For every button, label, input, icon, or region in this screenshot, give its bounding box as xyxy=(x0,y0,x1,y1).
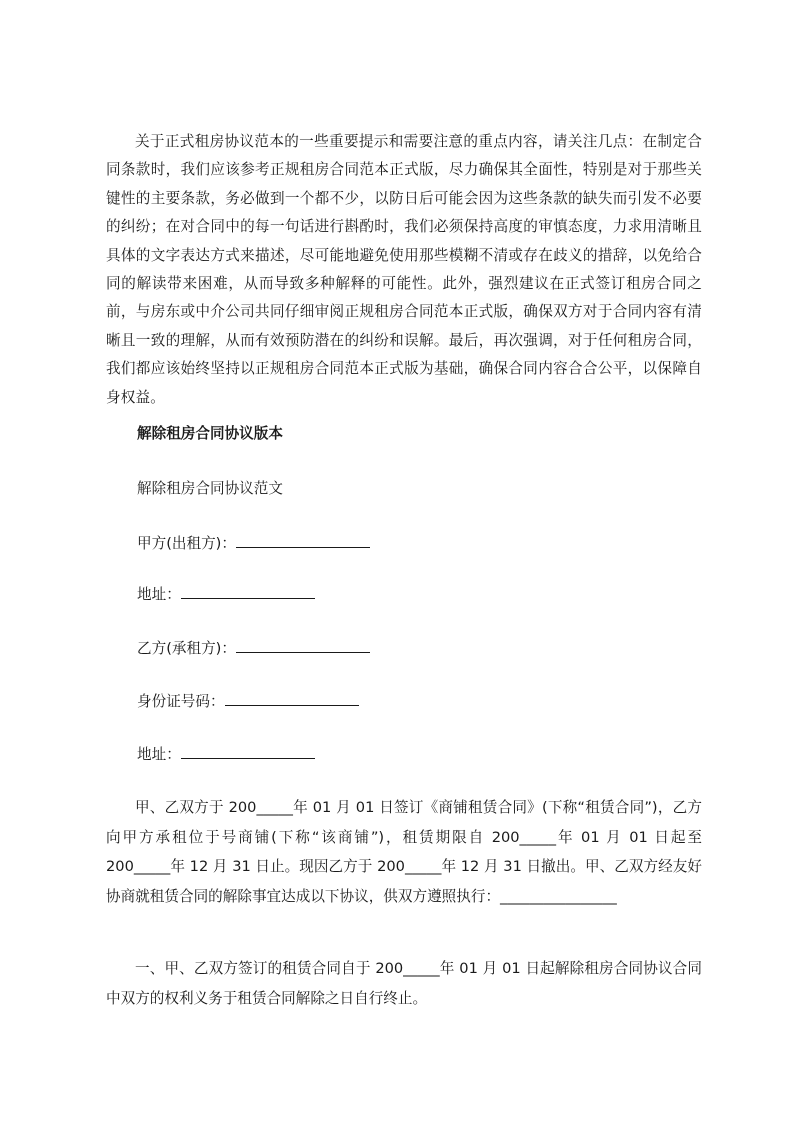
party-b-address-field xyxy=(137,744,315,765)
id-number-field xyxy=(137,691,359,712)
party-b-blank xyxy=(236,638,370,653)
party-a-blank xyxy=(236,533,370,548)
id-number-blank xyxy=(225,691,359,706)
body-paragraph-1: 甲、乙双方于 200_____年 01 月 01 日签订《商铺租赁合同》(下称“租赁合同”)，乙方向甲方承租位于号商铺(下称“该商铺”)，租赁期限自 200_____年 01 月 01 日起至 200_____年 12 月 31 日止。现因乙方于 200_____年 12 月 31 日撤出。甲、乙双方经友好协商就租赁合同的解除事宜达成以下协议，供双方遵照执行：________________ xyxy=(106,799,702,905)
party-a-label: 甲方(出租方)： xyxy=(137,535,236,552)
intro-paragraph: 关于正式租房协议范本的一些重要提示和需要注意的重点内容，请关注几点：在制定合同条款时，我们应该参考正规租房合同范本正式版，尽力确保其全面性，特别是对于那些关键性的主要条款，务必做到一个都不少，以防日后可能会因为这些条款的缺失而引发不必要的纠纷；在对合同中的每一句话进行斟酌时，我们必须保持高度的审慎态度，力求用清晰且具体的文字表达方式来描述，尽可能地避免使用那些模糊不清或存在歧义的措辞，以免给合同的解读带来困难，从而导致多种解释的可能性。此外，强烈建议在正式签订租房合同之前，与房东或中介公司共同仔细审阅正规租房合同范本正式版，确保双方对于合同内容有清晰且一致的理解，从而有效预防潜在的纠纷和误解。最后，再次强调，对于任何租房合同，我们都应该始终坚持以正规租房合同范本正式版为基础，确保合同内容合合公平，以保障自身权益。 xyxy=(106,133,702,406)
party-b-address-label: 地址： xyxy=(137,746,181,763)
party-b-address-blank xyxy=(181,744,315,759)
body-paragraph-2: 一、甲、乙双方签订的租赁合同自于 200_____年 01 月 01 日起解除租房合同协议合同中双方的权利义务于租赁合同解除之日自行终止。 xyxy=(106,960,702,1007)
party-b-field xyxy=(137,638,370,659)
section-title: 解除租房合同协议版本 xyxy=(137,425,283,442)
id-number-label: 身份证号码： xyxy=(137,693,225,710)
party-b-label: 乙方(承租方)： xyxy=(137,640,236,657)
party-a-address-blank xyxy=(181,584,315,599)
party-a-address-field xyxy=(137,584,315,605)
party-a-address-label: 地址： xyxy=(137,586,181,603)
party-a-field xyxy=(137,533,370,554)
document-subtitle: 解除租房合同协议范文 xyxy=(137,480,283,497)
